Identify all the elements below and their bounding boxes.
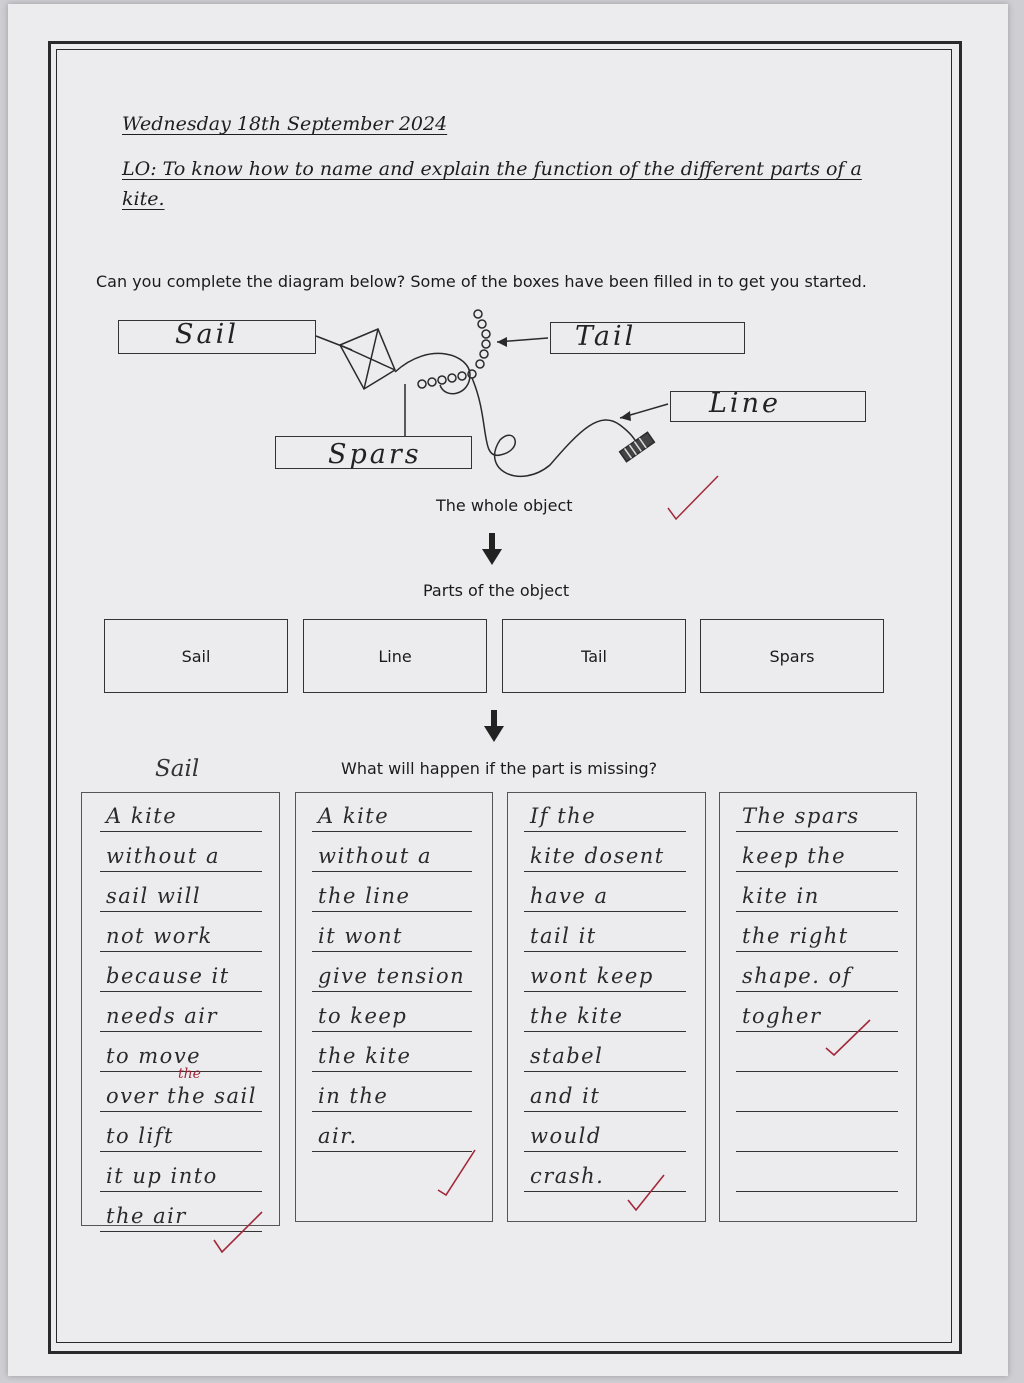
part-label-tail: Tail [581, 646, 607, 666]
answer-tail-line-5: wont keep [530, 964, 654, 988]
answer-rule [312, 1111, 472, 1112]
answer-tail-line-10: crash. [530, 1164, 605, 1188]
answer-rule [312, 1031, 472, 1032]
answer-sail-line-5: because it [106, 964, 230, 988]
answer-tail-line-1: If the [530, 804, 597, 828]
answer-line-line-1: A kite [318, 804, 390, 828]
answer-rule [100, 1111, 262, 1112]
kite-sail-shape [340, 329, 395, 389]
answer-rule [100, 1231, 262, 1232]
learning-objective: LO: To know how to name and explain the function of the different parts of a kite. [122, 158, 862, 210]
answer-line-line-6: to keep [318, 1004, 408, 1028]
answer-rule [100, 1031, 262, 1032]
answer-rule [100, 991, 262, 992]
answer-rule [524, 991, 686, 992]
part-label-sail: Sail [181, 646, 211, 666]
label-line: Line [709, 388, 781, 419]
part-box-spars [700, 619, 884, 693]
answer-rule [100, 911, 262, 912]
label-tail: Tail [575, 321, 637, 352]
flying-line [472, 378, 638, 476]
answer-line-line-2: without a [318, 844, 432, 868]
tail-bows-icon [418, 310, 490, 388]
answer-rule [100, 871, 262, 872]
caption-parts-of-object: Parts of the object [423, 581, 570, 600]
answer-rule [312, 911, 472, 912]
answer-line-line-9: air. [318, 1124, 358, 1148]
caption-whole-object: The whole object [436, 496, 573, 515]
part-label-line: Line [378, 646, 412, 666]
answer-rule [100, 951, 262, 952]
answer-rule [524, 1191, 686, 1192]
answer-sail-line-10: it up into [106, 1164, 218, 1188]
answer-sail-line-1: A kite [106, 804, 178, 828]
answer-rule [100, 1191, 262, 1192]
answer-rule [312, 871, 472, 872]
caption-missing-question: What will happen if the part is missing? [341, 759, 658, 778]
answer-tail-line-7: stabel [530, 1044, 604, 1068]
answer-rule [736, 1071, 898, 1072]
part-box-sail [104, 619, 288, 693]
answer-sail-line-8: over the sail [106, 1084, 257, 1108]
instruction-text: Can you complete the diagram below? Some of the boxes have been filled in to get you started. [96, 272, 867, 291]
answer-line-line-5: give tension [318, 964, 466, 988]
teacher-correction: the [178, 1066, 201, 1082]
answer-rule [524, 951, 686, 952]
answer-line-line-4: it wont [318, 924, 403, 948]
answer-rule [524, 1031, 686, 1032]
answer-sail-line-9: to lift [106, 1124, 174, 1148]
answer-tail-line-3: have a [530, 884, 609, 908]
answer-sail-line-3: sail will [106, 884, 202, 908]
part-label-spars: Spars [769, 646, 815, 666]
answer-spars-line-6: togher [742, 1004, 822, 1028]
answer-rule [312, 951, 472, 952]
answer-rule [100, 1151, 262, 1152]
answer-tail-line-2: kite dosent [530, 844, 665, 868]
answer-sail-line-11: the air [106, 1204, 187, 1228]
answer-spars-line-2: keep the [742, 844, 847, 868]
answer-line-line-8: in the [318, 1084, 389, 1108]
label-spars: Spars [328, 439, 422, 470]
answer-spars-line-1: The spars [742, 804, 860, 828]
answer-spars-line-3: kite in [742, 884, 820, 908]
answer-tail-line-8: and it [530, 1084, 601, 1108]
date-heading: Wednesday 18th September 2024 [122, 113, 448, 135]
answer-rule [524, 1111, 686, 1112]
answer-rule [524, 871, 686, 872]
teacher-tick-icon [668, 476, 718, 519]
down-arrow-icon [482, 710, 506, 744]
answer-tail-line-9: would [530, 1124, 602, 1148]
answer-rule [736, 951, 898, 952]
part-box-line [303, 619, 487, 693]
answer-sail-line-2: without a [106, 844, 220, 868]
answer-rule [736, 1151, 898, 1152]
answer-rule [312, 831, 472, 832]
answer-spars-line-4: the right [742, 924, 849, 948]
answer-line-line-7: the kite [318, 1044, 412, 1068]
answer-rule [736, 831, 898, 832]
answer-rule [312, 1071, 472, 1072]
column-heading-sail: Sail [155, 756, 200, 782]
answer-rule [736, 871, 898, 872]
answer-rule [736, 991, 898, 992]
answer-rule [736, 1031, 898, 1032]
spool-icon [620, 432, 655, 461]
down-arrow-icon [480, 533, 504, 567]
answer-rule [312, 991, 472, 992]
answer-rule [524, 1151, 686, 1152]
answer-spars-line-5: shape. of [742, 964, 852, 988]
answer-rule [736, 911, 898, 912]
label-sail: Sail [175, 319, 239, 350]
answer-rule [736, 1191, 898, 1192]
answer-tail-line-6: the kite [530, 1004, 624, 1028]
answer-rule [312, 1151, 472, 1152]
answer-sail-line-6: needs air [106, 1004, 219, 1028]
answer-rule [736, 1111, 898, 1112]
answer-rule [100, 831, 262, 832]
answer-rule [524, 831, 686, 832]
answer-sail-line-4: not work [106, 924, 213, 948]
answer-rule [524, 1071, 686, 1072]
answer-tail-line-4: tail it [530, 924, 597, 948]
answer-rule [524, 911, 686, 912]
answer-sail-line-7: to move [106, 1044, 202, 1068]
answer-line-line-3: the line [318, 884, 411, 908]
part-box-tail [502, 619, 686, 693]
